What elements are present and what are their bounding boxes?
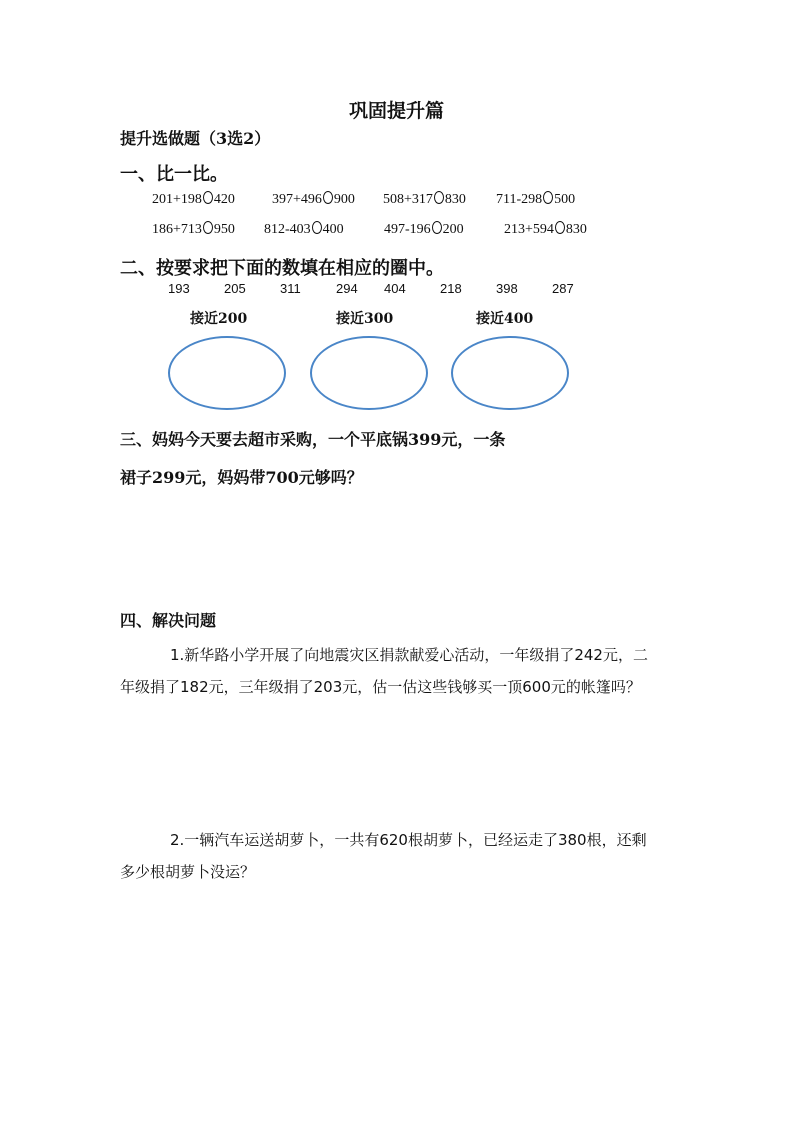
compare-circle-icon[interactable] [555, 221, 565, 234]
comparison-item: 201+198 420 [152, 192, 235, 207]
group-label-300: 接近300 [336, 311, 394, 327]
section1-heading: 一、比一比。 [120, 164, 228, 185]
comparison-item: 497-196 200 [384, 222, 464, 237]
compare-circle-icon[interactable] [203, 221, 213, 234]
section3-line1: 三、妈妈今天要去超市采购，一个平底锅399元，一条 [120, 430, 506, 449]
compare-circle-icon[interactable] [434, 191, 444, 204]
section4-heading: 四、解决问题 [120, 611, 217, 630]
answer-ellipse-300[interactable] [310, 336, 428, 410]
answer-ellipse-400[interactable] [451, 336, 569, 410]
number-item: 287 [552, 281, 574, 296]
answer-ellipse-200[interactable] [168, 336, 286, 410]
compare-circle-icon[interactable] [543, 191, 553, 204]
compare-circle-icon[interactable] [432, 221, 442, 234]
number-item: 404 [384, 281, 406, 296]
question2-line2: 多少根胡萝卜没运？ [120, 863, 256, 881]
comparison-item: 508+317 830 [383, 192, 466, 207]
number-item: 294 [336, 281, 358, 296]
number-item: 205 [224, 281, 246, 296]
comparison-item: 186+713 950 [152, 222, 235, 237]
subtitle: 提升选做题（3选2） [120, 129, 271, 148]
comparison-item: 213+594 830 [504, 222, 587, 237]
number-item: 193 [168, 281, 190, 296]
comparison-item: 711-298 500 [496, 192, 576, 207]
page-title: 巩固提升篇 [348, 100, 444, 122]
compare-circle-icon[interactable] [323, 191, 333, 204]
question1-line1: 1.新华路小学开展了向地震灾区捐款献爱心活动，一年级捐了242元，二 [170, 646, 648, 664]
group-label-200: 接近200 [190, 311, 248, 327]
section3-line2: 裙子299元，妈妈带700元够吗？ [120, 468, 363, 487]
group-label-400: 接近400 [476, 311, 534, 327]
question1-line2: 年级捐了182元，三年级捐了203元，估一估这些钱够买一顶600元的帐篷吗？ [120, 678, 641, 696]
number-item: 218 [440, 281, 462, 296]
comparison-item: 397+496 900 [272, 192, 355, 207]
question2-line1: 2.一辆汽车运送胡萝卜，一共有620根胡萝卜，已经运走了380根，还剩 [170, 831, 647, 849]
number-item: 398 [496, 281, 518, 296]
compare-circle-icon[interactable] [312, 221, 322, 234]
comparison-item: 812-403 400 [264, 222, 344, 237]
compare-circle-icon[interactable] [203, 191, 213, 204]
section2-heading: 二、按要求把下面的数填在相应的圈中。 [120, 258, 444, 279]
number-item: 311 [280, 281, 301, 296]
